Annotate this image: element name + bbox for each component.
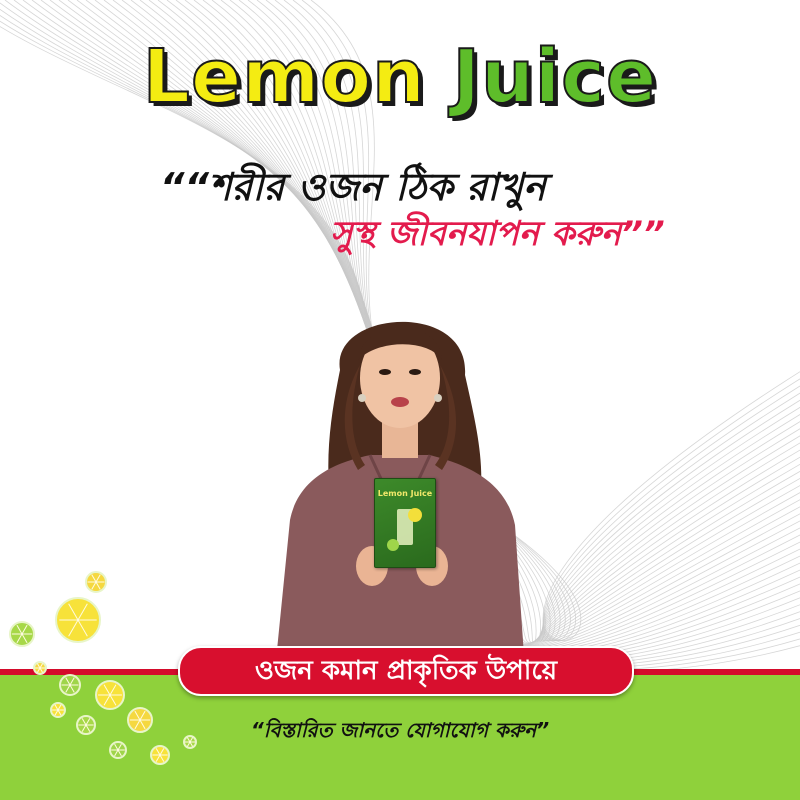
- lemon-slice-icon: [10, 622, 34, 646]
- lemon-glass-icon: [375, 479, 435, 567]
- lemon-slice-icon: [56, 598, 100, 642]
- tagline-line-1: ““শরীর ওজন ঠিক রাখুন: [160, 165, 546, 209]
- contact-line: “বিস্তারিত জানতে যোগাযোগ করুন”: [250, 718, 550, 742]
- product-box-label: Lemon Juice: [377, 489, 433, 498]
- product-box: [374, 478, 436, 568]
- title-word-juice: Juice: [452, 34, 658, 120]
- lemon-slice-icon: [96, 681, 124, 709]
- lemon-slice-icon: [34, 662, 46, 674]
- lemon-slice-icon: [60, 675, 80, 695]
- cta-banner: ওজন কমান প্রাকৃতিক উপায়ে: [178, 646, 634, 696]
- lemon-slice-icon: [86, 572, 106, 592]
- title-word-lemon: Lemon: [142, 34, 426, 120]
- brand-title: [0, 34, 800, 120]
- lemon-slice-icon: [51, 703, 65, 717]
- tagline-line-2: সুস্থ জীবনযাপন করুন””: [330, 214, 665, 254]
